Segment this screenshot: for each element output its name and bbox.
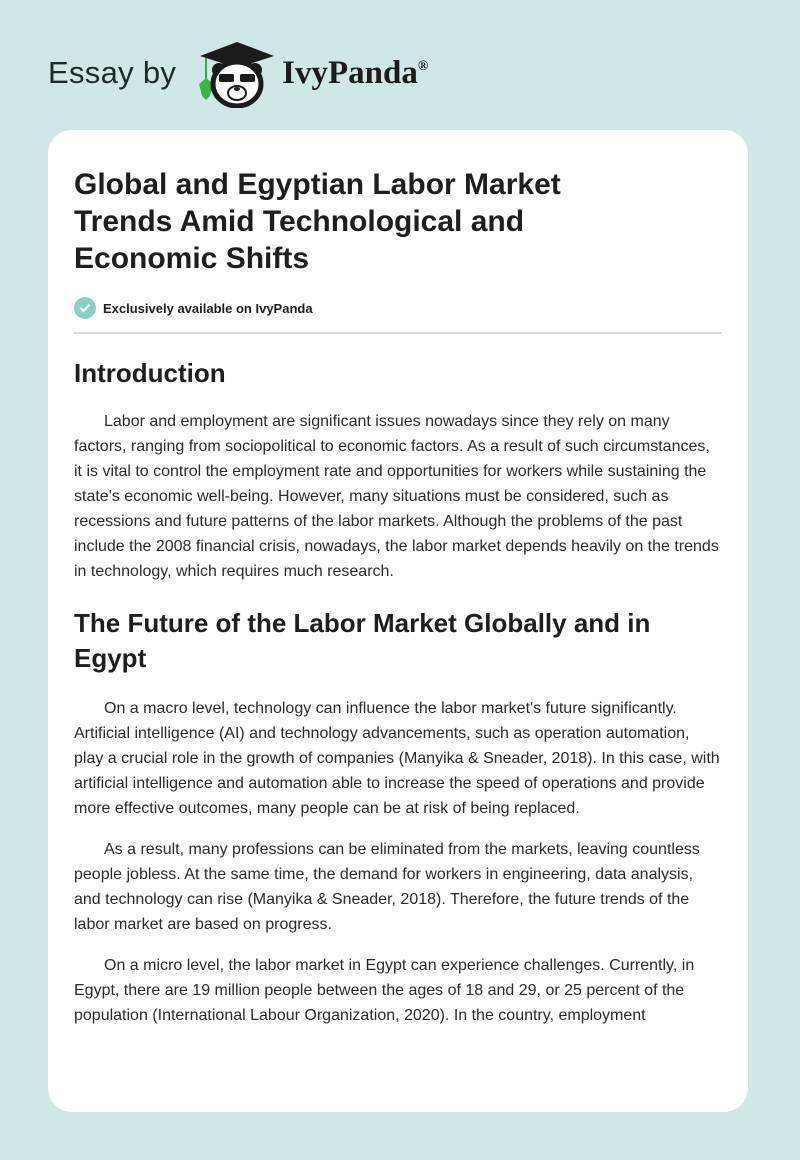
paragraph: As a result, many professions can be eliminated from the markets, leaving countless people jobless. At the same time, the demand for workers in engineering, data analysis, and technology can rise (Manyika & Sneader, 2018). Therefore, the future trends of the labor market are based on progress. <box>74 841 700 933</box>
divider <box>74 332 722 334</box>
essay-title: Global and Egyptian Labor Market Trends Amid Technological and Economic Shifts <box>74 168 561 275</box>
section-heading: The Future of the Labor Market Globally and in Egypt <box>74 608 651 673</box>
check-circle-icon <box>74 297 96 319</box>
paragraph: Labor and employment are significant issues nowadays since they rely on many factors, ranging from sociopolitical to economic factors. As a result of such circumstances, it is vital to control the employment rate and opportunities for workers while sustaining the state's economic well-being. However, many situations must be considered, such as recessions and future patterns of the labor markets. Although the problems of the past include the 2008 financial crisis, nowadays, the labor market depends heavily on the trends in technology, which requires much research. <box>74 413 719 580</box>
exclusive-badge <box>74 297 722 319</box>
essay-card <box>48 130 748 1112</box>
brand-name[interactable]: IvyPanda® <box>282 54 429 91</box>
paragraph: On a macro level, technology can influence the labor market's future significantly. Artificial intelligence (AI) and technology advancements, such as operation automation, play a crucial role in the growth of companies (Manyika & Sneader, 2018). In this case, with artificial intelligence and automation able to increase the speed of operations and provide more effective outcomes, many people can be at risk of being replaced. <box>74 700 720 817</box>
paragraph: On a micro level, the labor market in Egypt can experience challenges. Currently, in Egypt, there are 19 million people between the ages of 18 and 29, or 25 percent of the population (International Labour Organization, 2020). In the country, employment <box>74 957 695 1024</box>
site-header <box>48 38 428 108</box>
ivypanda-logo-icon[interactable] <box>194 38 280 108</box>
badge-text: Exclusively available on IvyPanda <box>103 300 313 316</box>
essay-by-label: Essay by <box>48 55 177 90</box>
section-heading: Introduction <box>74 358 226 388</box>
